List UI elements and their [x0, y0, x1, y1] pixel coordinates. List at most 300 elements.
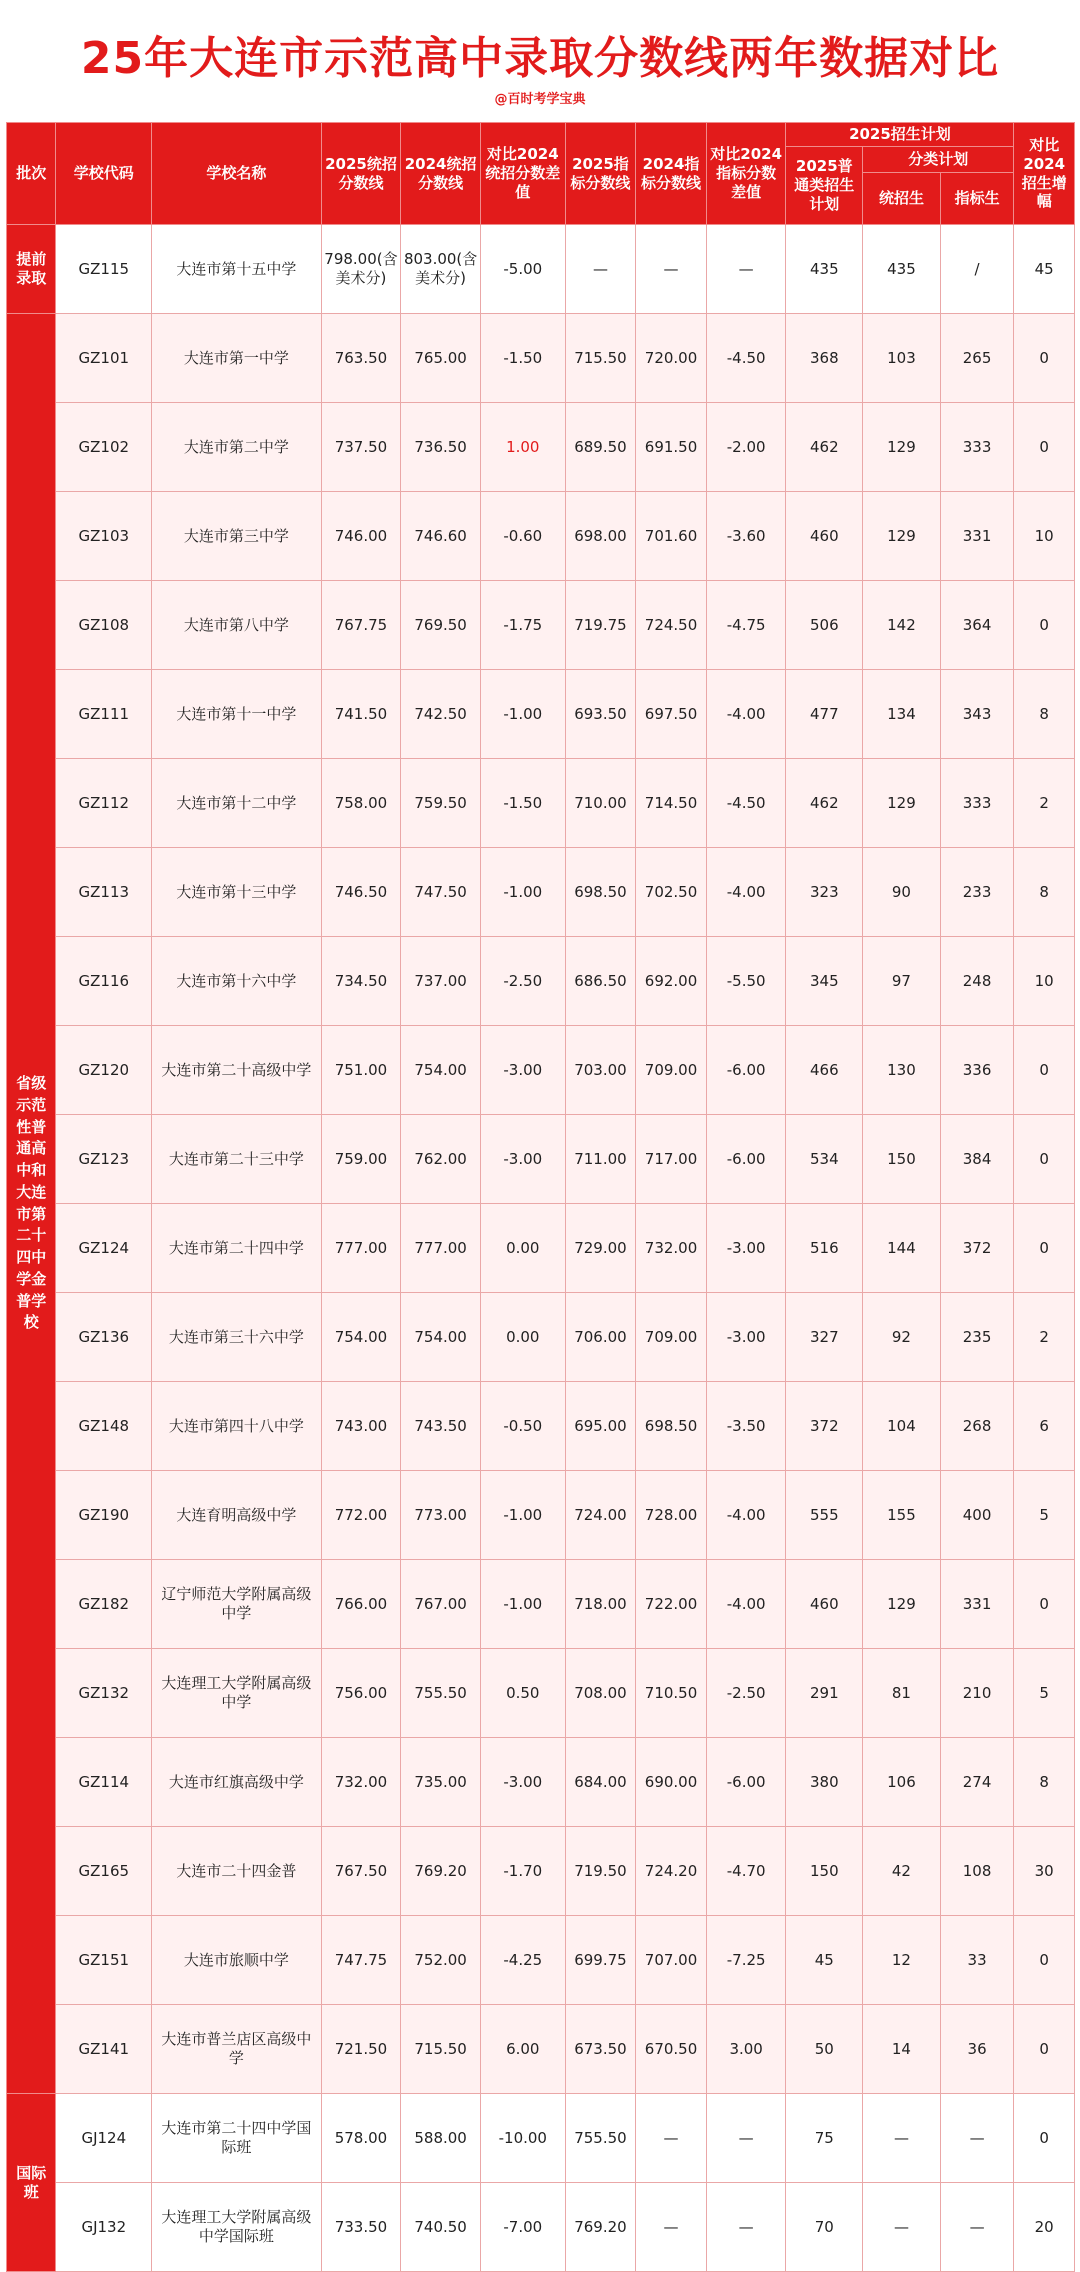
- school-name-cell: 大连市普兰店区高级中学: [152, 2005, 321, 2094]
- header-diff-quota: 对比2024指标分数差值: [706, 123, 786, 225]
- diff-quota-cell: -4.00: [706, 670, 786, 759]
- school-name-cell: 大连市第一中学: [152, 314, 321, 403]
- diff-quota-cell: -4.50: [706, 314, 786, 403]
- increase-cell: 0: [1014, 1115, 1075, 1204]
- quota-2025-cell: 699.75: [565, 1916, 636, 2005]
- quota-2024-cell: 697.50: [636, 670, 707, 759]
- score-2024-cell: 735.00: [401, 1738, 481, 1827]
- school-code-cell: GZ102: [56, 403, 152, 492]
- quota-2025-cell: 755.50: [565, 2094, 636, 2183]
- plan-general-cell: —: [863, 2094, 941, 2183]
- table-row: [7, 848, 1075, 937]
- school-code-cell: GZ182: [56, 1560, 152, 1649]
- score-2024-cell: 769.20: [401, 1827, 481, 1916]
- diff-quota-cell: -6.00: [706, 1738, 786, 1827]
- quota-2025-cell: 719.75: [565, 581, 636, 670]
- score-2025-cell: 578.00: [321, 2094, 401, 2183]
- score-2025-cell: 763.50: [321, 314, 401, 403]
- increase-cell: 2: [1014, 759, 1075, 848]
- plan-general-cell: 92: [863, 1293, 941, 1382]
- plan-quota-cell: 336: [940, 1026, 1014, 1115]
- header-name: 学校名称: [152, 123, 321, 225]
- header-score-2025: 2025统招分数线: [321, 123, 401, 225]
- header-quota-2024: 2024指标分数线: [636, 123, 707, 225]
- school-code-cell: GZ120: [56, 1026, 152, 1115]
- school-name-cell: 大连市二十四金普: [152, 1827, 321, 1916]
- school-code-cell: GZ113: [56, 848, 152, 937]
- plan-total-cell: 534: [786, 1115, 863, 1204]
- plan-quota-cell: 268: [940, 1382, 1014, 1471]
- quota-2024-cell: 709.00: [636, 1026, 707, 1115]
- score-2024-cell: 743.50: [401, 1382, 481, 1471]
- school-code-cell: GZ108: [56, 581, 152, 670]
- plan-general-cell: 129: [863, 403, 941, 492]
- quota-2025-cell: 729.00: [565, 1204, 636, 1293]
- score-2025-cell: 741.50: [321, 670, 401, 759]
- score-2025-cell: 772.00: [321, 1471, 401, 1560]
- diff-quota-cell: -3.50: [706, 1382, 786, 1471]
- plan-quota-cell: 333: [940, 759, 1014, 848]
- diff-general-cell: -1.70: [480, 1827, 565, 1916]
- school-name-cell: 大连理工大学附属高级中学: [152, 1649, 321, 1738]
- table-row: [7, 1471, 1075, 1560]
- increase-cell: 0: [1014, 581, 1075, 670]
- quota-2024-cell: 724.50: [636, 581, 707, 670]
- diff-general-cell: -1.75: [480, 581, 565, 670]
- table-row: [7, 1649, 1075, 1738]
- school-code-cell: GZ190: [56, 1471, 152, 1560]
- quota-2025-cell: 698.50: [565, 848, 636, 937]
- plan-quota-cell: 36: [940, 2005, 1014, 2094]
- score-2024-cell: 803.00(含美术分): [401, 225, 481, 314]
- diff-quota-cell: -4.00: [706, 1560, 786, 1649]
- plan-total-cell: 150: [786, 1827, 863, 1916]
- table-row: [7, 1738, 1075, 1827]
- diff-general-cell: 0.50: [480, 1649, 565, 1738]
- diff-general-cell: 6.00: [480, 2005, 565, 2094]
- quota-2025-cell: 710.00: [565, 759, 636, 848]
- score-2024-cell: 736.50: [401, 403, 481, 492]
- score-2024-cell: 737.00: [401, 937, 481, 1026]
- increase-cell: 5: [1014, 1649, 1075, 1738]
- school-name-cell: 大连市第十三中学: [152, 848, 321, 937]
- table-header: [7, 123, 1075, 225]
- plan-total-cell: 477: [786, 670, 863, 759]
- diff-quota-cell: -7.25: [706, 1916, 786, 2005]
- diff-quota-cell: -2.50: [706, 1649, 786, 1738]
- quota-2025-cell: 703.00: [565, 1026, 636, 1115]
- quota-2024-cell: 692.00: [636, 937, 707, 1026]
- score-2025-cell: 798.00(含美术分): [321, 225, 401, 314]
- header-plan-general: 统招生: [863, 173, 941, 225]
- plan-quota-cell: /: [940, 225, 1014, 314]
- school-code-cell: GJ132: [56, 2183, 152, 2272]
- page-title: 25年大连市示范高中录取分数线两年数据对比: [80, 33, 1000, 84]
- batch-cell: 国际班: [7, 2094, 56, 2272]
- plan-total-cell: 516: [786, 1204, 863, 1293]
- school-name-cell: 大连市第二十四中学: [152, 1204, 321, 1293]
- plan-quota-cell: 364: [940, 581, 1014, 670]
- increase-cell: 8: [1014, 1738, 1075, 1827]
- school-name-cell: 大连市第四十八中学: [152, 1382, 321, 1471]
- plan-quota-cell: 331: [940, 492, 1014, 581]
- diff-general-cell: -1.50: [480, 759, 565, 848]
- table-row: [7, 1916, 1075, 2005]
- quota-2024-cell: 724.20: [636, 1827, 707, 1916]
- diff-general-cell: -5.00: [480, 225, 565, 314]
- quota-2024-cell: 717.00: [636, 1115, 707, 1204]
- quota-2025-cell: 719.50: [565, 1827, 636, 1916]
- plan-general-cell: 12: [863, 1916, 941, 2005]
- school-name-cell: 大连市第二中学: [152, 403, 321, 492]
- diff-general-cell: -7.00: [480, 2183, 565, 2272]
- table-row: [7, 1827, 1075, 1916]
- diff-quota-cell: -3.00: [706, 1204, 786, 1293]
- table-row: [7, 314, 1075, 403]
- score-2025-cell: 746.00: [321, 492, 401, 581]
- diff-quota-cell: —: [706, 225, 786, 314]
- quota-2024-cell: —: [636, 2183, 707, 2272]
- plan-general-cell: 42: [863, 1827, 941, 1916]
- increase-cell: 45: [1014, 225, 1075, 314]
- plan-general-cell: 14: [863, 2005, 941, 2094]
- increase-cell: 0: [1014, 314, 1075, 403]
- increase-cell: 10: [1014, 937, 1075, 1026]
- school-code-cell: GZ148: [56, 1382, 152, 1471]
- plan-quota-cell: 372: [940, 1204, 1014, 1293]
- diff-general-cell: -3.00: [480, 1738, 565, 1827]
- plan-total-cell: 435: [786, 225, 863, 314]
- header-score-2024: 2024统招分数线: [401, 123, 481, 225]
- batch-cell: 省级示范性普通高中和大连市第二十四中学金普学校: [7, 314, 56, 2094]
- plan-general-cell: 103: [863, 314, 941, 403]
- plan-general-cell: 129: [863, 1560, 941, 1649]
- score-2024-cell: 777.00: [401, 1204, 481, 1293]
- increase-cell: 6: [1014, 1382, 1075, 1471]
- school-name-cell: 大连市红旗高级中学: [152, 1738, 321, 1827]
- school-name-cell: 大连市第三中学: [152, 492, 321, 581]
- school-name-cell: 大连育明高级中学: [152, 1471, 321, 1560]
- header-diff-general: 对比2024统招分数差值: [480, 123, 565, 225]
- quota-2025-cell: 715.50: [565, 314, 636, 403]
- plan-general-cell: 106: [863, 1738, 941, 1827]
- table-row: [7, 1115, 1075, 1204]
- table-row: [7, 1560, 1075, 1649]
- diff-quota-cell: -6.00: [706, 1026, 786, 1115]
- score-2025-cell: 754.00: [321, 1293, 401, 1382]
- score-2025-cell: 759.00: [321, 1115, 401, 1204]
- diff-quota-cell: -4.75: [706, 581, 786, 670]
- increase-cell: 2: [1014, 1293, 1075, 1382]
- plan-total-cell: 462: [786, 759, 863, 848]
- increase-cell: 0: [1014, 1916, 1075, 2005]
- plan-total-cell: 70: [786, 2183, 863, 2272]
- score-2025-cell: 733.50: [321, 2183, 401, 2272]
- quota-2024-cell: 720.00: [636, 314, 707, 403]
- plan-total-cell: 323: [786, 848, 863, 937]
- plan-quota-cell: 274: [940, 1738, 1014, 1827]
- score-2024-cell: 769.50: [401, 581, 481, 670]
- diff-quota-cell: -4.50: [706, 759, 786, 848]
- quota-2024-cell: 722.00: [636, 1560, 707, 1649]
- batch-cell: 提前录取: [7, 225, 56, 314]
- score-2024-cell: 740.50: [401, 2183, 481, 2272]
- increase-cell: 0: [1014, 1204, 1075, 1293]
- score-2025-cell: 758.00: [321, 759, 401, 848]
- score-2024-cell: 754.00: [401, 1293, 481, 1382]
- score-2024-cell: 754.00: [401, 1026, 481, 1115]
- school-name-cell: 辽宁师范大学附属高级中学: [152, 1560, 321, 1649]
- diff-quota-cell: -4.00: [706, 1471, 786, 1560]
- quota-2025-cell: 708.00: [565, 1649, 636, 1738]
- quota-2024-cell: 691.50: [636, 403, 707, 492]
- school-code-cell: GZ136: [56, 1293, 152, 1382]
- plan-general-cell: 97: [863, 937, 941, 1026]
- score-2024-cell: 742.50: [401, 670, 481, 759]
- score-2025-cell: 751.00: [321, 1026, 401, 1115]
- quota-2024-cell: 709.00: [636, 1293, 707, 1382]
- increase-cell: 0: [1014, 403, 1075, 492]
- score-2025-cell: 743.00: [321, 1382, 401, 1471]
- plan-total-cell: 368: [786, 314, 863, 403]
- quota-2024-cell: 732.00: [636, 1204, 707, 1293]
- school-code-cell: GZ112: [56, 759, 152, 848]
- plan-total-cell: 460: [786, 1560, 863, 1649]
- school-name-cell: 大连市第二十三中学: [152, 1115, 321, 1204]
- header-plan-split: 分类计划: [863, 147, 1014, 173]
- diff-general-cell: 0.00: [480, 1293, 565, 1382]
- score-2024-cell: 752.00: [401, 1916, 481, 2005]
- plan-quota-cell: 33: [940, 1916, 1014, 2005]
- quota-2025-cell: 673.50: [565, 2005, 636, 2094]
- quota-2025-cell: 686.50: [565, 937, 636, 1026]
- plan-quota-cell: 331: [940, 1560, 1014, 1649]
- school-code-cell: GZ111: [56, 670, 152, 759]
- school-name-cell: 大连理工大学附属高级中学国际班: [152, 2183, 321, 2272]
- table-row: [7, 492, 1075, 581]
- quota-2025-cell: 695.00: [565, 1382, 636, 1471]
- plan-total-cell: 327: [786, 1293, 863, 1382]
- school-code-cell: GZ151: [56, 1916, 152, 2005]
- quota-2024-cell: —: [636, 2094, 707, 2183]
- increase-cell: 10: [1014, 492, 1075, 581]
- quota-2024-cell: 728.00: [636, 1471, 707, 1560]
- diff-quota-cell: —: [706, 2094, 786, 2183]
- school-name-cell: 大连市第十一中学: [152, 670, 321, 759]
- table-row: [7, 225, 1075, 314]
- increase-cell: 20: [1014, 2183, 1075, 2272]
- school-name-cell: 大连市第二十高级中学: [152, 1026, 321, 1115]
- diff-general-cell: -1.00: [480, 1471, 565, 1560]
- plan-general-cell: 142: [863, 581, 941, 670]
- header-plan-group: 2025招生计划: [786, 123, 1014, 147]
- score-2024-cell: 762.00: [401, 1115, 481, 1204]
- diff-quota-cell: -4.00: [706, 848, 786, 937]
- table-row: [7, 1026, 1075, 1115]
- school-code-cell: GZ114: [56, 1738, 152, 1827]
- quota-2025-cell: —: [565, 225, 636, 314]
- quota-2024-cell: 690.00: [636, 1738, 707, 1827]
- score-2024-cell: 715.50: [401, 2005, 481, 2094]
- plan-general-cell: 150: [863, 1115, 941, 1204]
- plan-quota-cell: 248: [940, 937, 1014, 1026]
- plan-quota-cell: 265: [940, 314, 1014, 403]
- score-2024-cell: 773.00: [401, 1471, 481, 1560]
- quota-2025-cell: 769.20: [565, 2183, 636, 2272]
- quota-2025-cell: 724.00: [565, 1471, 636, 1560]
- diff-general-cell: -0.50: [480, 1382, 565, 1471]
- diff-general-cell: 1.00: [480, 403, 565, 492]
- header-quota-2025: 2025指标分数线: [565, 123, 636, 225]
- diff-general-cell: -1.00: [480, 670, 565, 759]
- diff-general-cell: -3.00: [480, 1115, 565, 1204]
- plan-quota-cell: 400: [940, 1471, 1014, 1560]
- score-2025-cell: 756.00: [321, 1649, 401, 1738]
- quota-2025-cell: 711.00: [565, 1115, 636, 1204]
- plan-quota-cell: 384: [940, 1115, 1014, 1204]
- diff-quota-cell: -4.70: [706, 1827, 786, 1916]
- plan-quota-cell: 343: [940, 670, 1014, 759]
- school-code-cell: GZ115: [56, 225, 152, 314]
- plan-general-cell: 144: [863, 1204, 941, 1293]
- score-2025-cell: 737.50: [321, 403, 401, 492]
- plan-general-cell: 130: [863, 1026, 941, 1115]
- school-name-cell: 大连市第十五中学: [152, 225, 321, 314]
- table-row: [7, 1293, 1075, 1382]
- score-2025-cell: 746.50: [321, 848, 401, 937]
- plan-total-cell: 372: [786, 1382, 863, 1471]
- school-name-cell: 大连市第十六中学: [152, 937, 321, 1026]
- increase-cell: 5: [1014, 1471, 1075, 1560]
- plan-total-cell: 380: [786, 1738, 863, 1827]
- table-row: [7, 2094, 1075, 2183]
- plan-general-cell: 435: [863, 225, 941, 314]
- plan-total-cell: 75: [786, 2094, 863, 2183]
- school-code-cell: GZ101: [56, 314, 152, 403]
- school-code-cell: GJ124: [56, 2094, 152, 2183]
- increase-cell: 30: [1014, 1827, 1075, 1916]
- score-2025-cell: 767.75: [321, 581, 401, 670]
- quota-2025-cell: 706.00: [565, 1293, 636, 1382]
- score-2024-cell: 765.00: [401, 314, 481, 403]
- header-plan-quota: 指标生: [940, 173, 1014, 225]
- score-2024-cell: 588.00: [401, 2094, 481, 2183]
- school-name-cell: 大连市第八中学: [152, 581, 321, 670]
- quota-2025-cell: 718.00: [565, 1560, 636, 1649]
- quota-2024-cell: 701.60: [636, 492, 707, 581]
- plan-quota-cell: —: [940, 2183, 1014, 2272]
- quota-2024-cell: 710.50: [636, 1649, 707, 1738]
- score-2024-cell: 767.00: [401, 1560, 481, 1649]
- plan-quota-cell: 210: [940, 1649, 1014, 1738]
- header-plan-total: 2025普通类招生计划: [786, 147, 863, 225]
- plan-general-cell: —: [863, 2183, 941, 2272]
- plan-total-cell: 555: [786, 1471, 863, 1560]
- diff-quota-cell: —: [706, 2183, 786, 2272]
- plan-total-cell: 291: [786, 1649, 863, 1738]
- diff-general-cell: -3.00: [480, 1026, 565, 1115]
- diff-quota-cell: 3.00: [706, 2005, 786, 2094]
- plan-total-cell: 345: [786, 937, 863, 1026]
- table-row: [7, 1204, 1075, 1293]
- school-name-cell: 大连市第三十六中学: [152, 1293, 321, 1382]
- plan-general-cell: 81: [863, 1649, 941, 1738]
- score-2025-cell: 734.50: [321, 937, 401, 1026]
- diff-general-cell: -1.00: [480, 848, 565, 937]
- diff-general-cell: -4.25: [480, 1916, 565, 2005]
- plan-general-cell: 129: [863, 759, 941, 848]
- diff-quota-cell: -2.00: [706, 403, 786, 492]
- score-2025-cell: 732.00: [321, 1738, 401, 1827]
- table-row: [7, 937, 1075, 1026]
- plan-quota-cell: 235: [940, 1293, 1014, 1382]
- score-2024-cell: 755.50: [401, 1649, 481, 1738]
- table-row: [7, 581, 1075, 670]
- plan-total-cell: 466: [786, 1026, 863, 1115]
- quota-2024-cell: 702.50: [636, 848, 707, 937]
- quota-2025-cell: 693.50: [565, 670, 636, 759]
- school-code-cell: GZ124: [56, 1204, 152, 1293]
- plan-quota-cell: —: [940, 2094, 1014, 2183]
- school-name-cell: 大连市旅顺中学: [152, 1916, 321, 2005]
- quota-2025-cell: 689.50: [565, 403, 636, 492]
- diff-quota-cell: -3.00: [706, 1293, 786, 1382]
- plan-total-cell: 50: [786, 2005, 863, 2094]
- diff-quota-cell: -6.00: [706, 1115, 786, 1204]
- plan-general-cell: 90: [863, 848, 941, 937]
- score-2025-cell: 767.50: [321, 1827, 401, 1916]
- table-row: [7, 670, 1075, 759]
- table-row: [7, 2183, 1075, 2272]
- score-2025-cell: 766.00: [321, 1560, 401, 1649]
- quota-2024-cell: 707.00: [636, 1916, 707, 2005]
- plan-total-cell: 506: [786, 581, 863, 670]
- increase-cell: 0: [1014, 2005, 1075, 2094]
- plan-general-cell: 129: [863, 492, 941, 581]
- plan-quota-cell: 108: [940, 1827, 1014, 1916]
- plan-general-cell: 155: [863, 1471, 941, 1560]
- increase-cell: 0: [1014, 2094, 1075, 2183]
- school-code-cell: GZ123: [56, 1115, 152, 1204]
- diff-quota-cell: -5.50: [706, 937, 786, 1026]
- school-code-cell: GZ141: [56, 2005, 152, 2094]
- header-code: 学校代码: [56, 123, 152, 225]
- school-code-cell: GZ116: [56, 937, 152, 1026]
- plan-total-cell: 45: [786, 1916, 863, 2005]
- diff-general-cell: -1.00: [480, 1560, 565, 1649]
- increase-cell: 0: [1014, 1560, 1075, 1649]
- diff-general-cell: -10.00: [480, 2094, 565, 2183]
- increase-cell: 8: [1014, 670, 1075, 759]
- table-row: [7, 759, 1075, 848]
- quota-2024-cell: 714.50: [636, 759, 707, 848]
- table-body: [7, 225, 1075, 2272]
- plan-quota-cell: 333: [940, 403, 1014, 492]
- score-2024-cell: 746.60: [401, 492, 481, 581]
- header-batch: 批次: [7, 123, 56, 225]
- score-2025-cell: 777.00: [321, 1204, 401, 1293]
- score-2024-cell: 759.50: [401, 759, 481, 848]
- quota-2025-cell: 698.00: [565, 492, 636, 581]
- plan-general-cell: 104: [863, 1382, 941, 1471]
- school-code-cell: GZ132: [56, 1649, 152, 1738]
- school-name-cell: 大连市第二十四中学国际班: [152, 2094, 321, 2183]
- table-row: [7, 1382, 1075, 1471]
- score-2025-cell: 747.75: [321, 1916, 401, 2005]
- score-table: [6, 122, 1075, 2272]
- score-2024-cell: 747.50: [401, 848, 481, 937]
- score-2025-cell: 721.50: [321, 2005, 401, 2094]
